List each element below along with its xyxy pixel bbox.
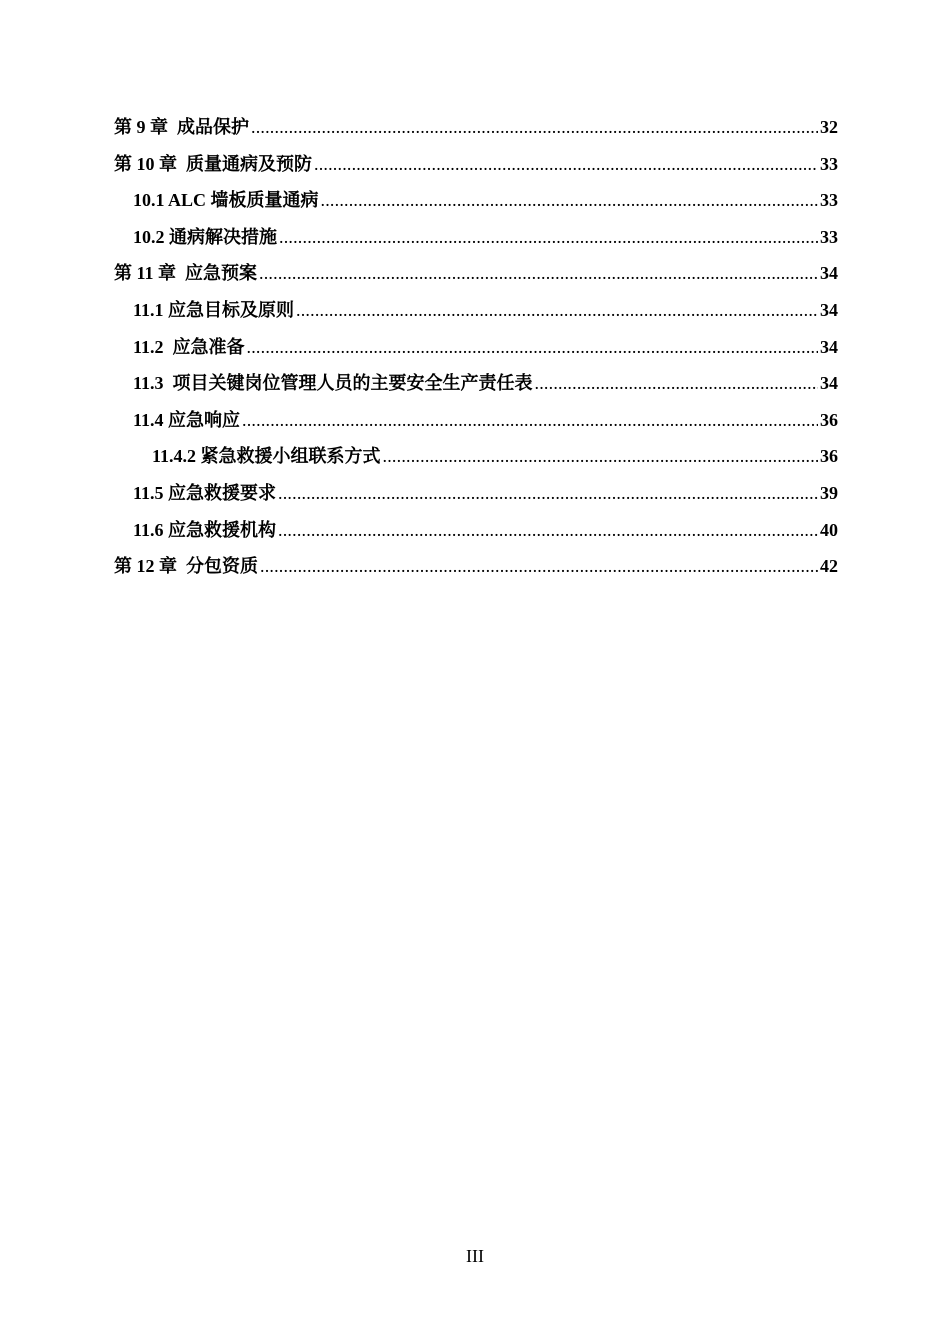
- toc-entry-page: 33: [820, 153, 838, 174]
- toc-entry-page: 42: [820, 556, 838, 577]
- toc-entry-title: 11.2 应急准备: [133, 336, 245, 357]
- toc-entry-page: 39: [820, 482, 838, 503]
- toc-entry-section-10-2[interactable]: [114, 223, 838, 260]
- toc-entry-chapter-10[interactable]: [114, 150, 838, 187]
- toc-dot-leader: [247, 337, 818, 358]
- toc-entry-chapter-12[interactable]: [114, 552, 838, 589]
- toc-entry-title: 第 10 章 质量通病及预防: [114, 153, 312, 174]
- toc-entry-section-11-1[interactable]: [114, 296, 838, 333]
- toc-entry-title: 11.5 应急救援要求: [133, 482, 277, 503]
- toc-dot-leader: [535, 373, 818, 394]
- toc-entry-page: 33: [820, 190, 838, 211]
- toc-entry-page: 34: [820, 373, 838, 394]
- toc-entry-section-11-4-2[interactable]: [114, 442, 838, 479]
- toc-dot-leader: [251, 117, 818, 138]
- toc-entry-page: 34: [820, 263, 838, 284]
- toc-entry-page: 40: [820, 519, 838, 540]
- toc-dot-leader: [279, 227, 818, 248]
- toc-dot-leader: [383, 446, 818, 467]
- table-of-contents: [114, 113, 838, 589]
- toc-entry-title: 11.4.2 紧急救援小组联系方式: [152, 446, 381, 467]
- toc-dot-leader: [242, 410, 818, 431]
- toc-entry-page: 33: [820, 226, 838, 247]
- toc-entry-title: 11.1 应急目标及原则: [133, 299, 295, 320]
- toc-entry-section-11-5[interactable]: [114, 479, 838, 516]
- toc-dot-leader: [314, 154, 818, 175]
- toc-entry-title: 10.1 ALC 墙板质量通病: [133, 190, 319, 211]
- toc-entry-title: 11.3 项目关键岗位管理人员的主要安全生产责任表: [133, 373, 533, 394]
- toc-entry-section-11-4[interactable]: [114, 406, 838, 443]
- toc-entry-title: 11.6 应急救援机构: [133, 519, 277, 540]
- toc-dot-leader: [260, 556, 818, 577]
- toc-entry-title: 第 9 章 成品保护: [114, 117, 249, 137]
- toc-entry-chapter-11[interactable]: [114, 259, 838, 296]
- toc-dot-leader: [278, 520, 818, 541]
- toc-entry-title: 10.2 通病解决措施: [133, 226, 277, 247]
- toc-entry-page: 36: [820, 409, 838, 430]
- toc-entry-title: 第 12 章 分包资质: [114, 556, 258, 577]
- toc-entry-page: 34: [820, 336, 838, 357]
- toc-entry-title: 11.4 应急响应: [133, 409, 241, 430]
- toc-entry-page: 36: [820, 446, 838, 467]
- page-number: III: [466, 1246, 484, 1266]
- toc-entry-section-10-1[interactable]: [114, 186, 838, 223]
- toc-entry-section-11-6[interactable]: [114, 516, 838, 553]
- toc-entry-section-11-2[interactable]: [114, 333, 838, 370]
- toc-entry-page: 32: [820, 117, 838, 137]
- toc-dot-leader: [278, 483, 818, 504]
- toc-entry-page: 34: [820, 299, 838, 320]
- toc-entry-section-11-3[interactable]: [114, 369, 838, 406]
- toc-dot-leader: [259, 263, 818, 284]
- toc-entry-chapter-9[interactable]: [114, 113, 838, 150]
- toc-entry-title: 第 11 章 应急预案: [114, 263, 258, 284]
- toc-dot-leader: [321, 190, 818, 211]
- toc-dot-leader: [296, 300, 818, 321]
